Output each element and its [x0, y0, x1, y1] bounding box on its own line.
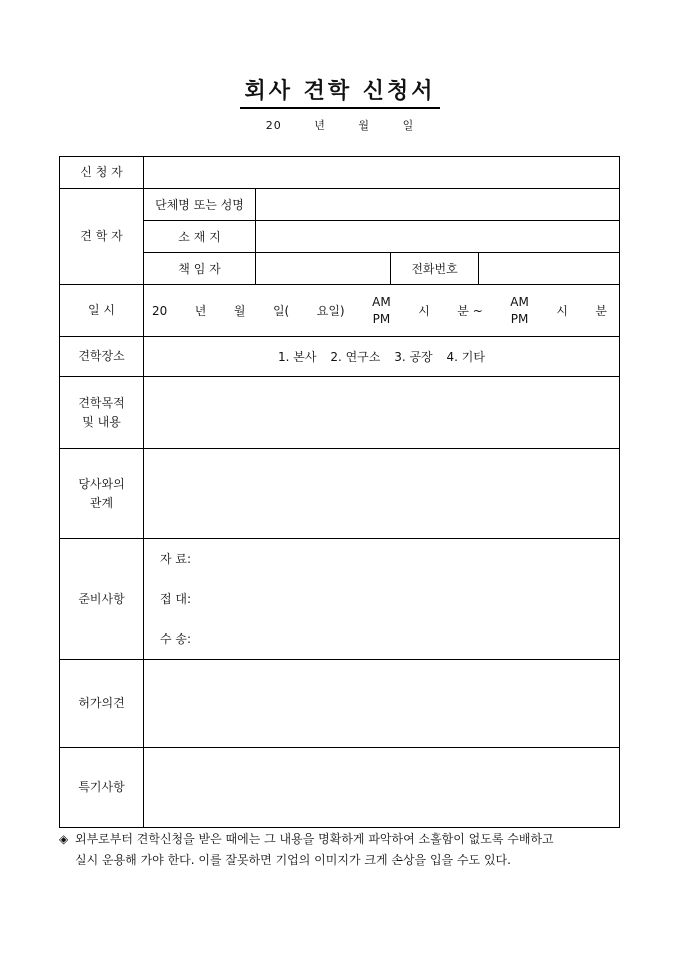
end-pm: PM — [510, 311, 529, 326]
prep-field[interactable] — [144, 539, 620, 660]
address-label: 소 재 지 — [144, 221, 256, 253]
place-row — [60, 337, 620, 377]
visitor-manager-row — [60, 253, 620, 285]
date-month-unit: 월 — [358, 119, 371, 132]
end-am: AM — [510, 294, 529, 309]
purpose-label-line2: 및 내용 — [82, 414, 121, 429]
visitor-label: 견 학 자 — [60, 189, 144, 285]
purpose-row — [60, 377, 620, 449]
approval-label: 허가의견 — [60, 660, 144, 748]
address-field[interactable] — [256, 221, 620, 253]
visitor-address-row — [60, 221, 620, 253]
manager-field[interactable] — [256, 253, 391, 285]
start-ampm — [372, 294, 391, 328]
document-title-wrap — [0, 74, 680, 109]
end-hour-unit: 시 — [556, 304, 568, 318]
remarks-row — [60, 748, 620, 828]
group-name-field[interactable] — [256, 189, 620, 221]
visitor-group-row — [60, 189, 620, 221]
place-option-factory[interactable]: 3. 공장 — [394, 350, 433, 364]
place-label: 견학장소 — [60, 337, 144, 377]
datetime-field[interactable] — [144, 285, 620, 337]
group-name-label: 단체명 또는 성명 — [144, 189, 256, 221]
start-minute-unit: 분 ~ — [457, 304, 483, 318]
datetime-label: 일 시 — [60, 285, 144, 337]
purpose-label — [60, 377, 144, 449]
prep-row — [60, 539, 620, 660]
datetime-month-unit: 월 — [233, 304, 246, 318]
relation-label-line2: 관계 — [89, 495, 114, 510]
applicant-label: 신 청 자 — [60, 157, 144, 189]
relation-label-line1: 당사와의 — [78, 476, 125, 491]
phone-field[interactable] — [479, 253, 620, 285]
end-ampm — [510, 294, 529, 328]
applicant-row — [60, 157, 620, 189]
end-minute-unit: 분 — [595, 304, 607, 318]
prep-transport: 수 송: — [160, 632, 192, 646]
diamond-bullet-icon: ◈ — [59, 832, 69, 846]
footnote — [59, 829, 624, 871]
remarks-field[interactable] — [144, 748, 620, 828]
relation-label — [60, 449, 144, 539]
remarks-label: 특기사항 — [60, 748, 144, 828]
applicant-field[interactable] — [144, 157, 620, 189]
datetime-row — [60, 285, 620, 337]
place-option-hq[interactable]: 1. 본사 — [278, 350, 317, 364]
place-option-lab[interactable]: 2. 연구소 — [330, 350, 381, 364]
prep-materials: 자 료: — [160, 552, 192, 566]
purpose-label-line1: 견학목적 — [78, 395, 125, 410]
start-hour-unit: 시 — [418, 304, 430, 318]
approval-row — [60, 660, 620, 748]
date-year-prefix: 20 — [265, 119, 282, 132]
footnote-line2: 실시 운용해 가야 한다. 이를 잘못하면 기업의 이미지가 크게 손상을 입을 수도 있다. — [75, 853, 511, 867]
datetime-day-open: 일( — [272, 304, 290, 318]
start-am: AM — [372, 294, 391, 309]
datetime-year: 20 — [152, 303, 168, 318]
date-year-unit: 년 — [314, 119, 326, 132]
prep-reception: 접 대: — [160, 592, 192, 606]
phone-label: 전화번호 — [391, 253, 479, 285]
datetime-year-unit: 년 — [194, 304, 207, 318]
place-options — [144, 337, 620, 377]
manager-label: 책 임 자 — [144, 253, 256, 285]
date-day-unit: 일 — [402, 119, 415, 132]
approval-field[interactable] — [144, 660, 620, 748]
relation-field[interactable] — [144, 449, 620, 539]
footnote-line1: 외부로부터 견학신청을 받은 때에는 그 내용을 명확하게 파악하여 소홀함이 없도록 수배하고 — [75, 832, 554, 846]
prep-label: 준비사항 — [60, 539, 144, 660]
relation-row — [60, 449, 620, 539]
purpose-field[interactable] — [144, 377, 620, 449]
start-pm: PM — [372, 311, 391, 326]
document-title: 회사 견학 신청서 — [240, 74, 439, 109]
place-option-other[interactable]: 4. 기타 — [446, 350, 485, 364]
application-form-table — [59, 156, 620, 828]
application-date — [0, 117, 680, 133]
datetime-weekday: 요일) — [316, 304, 345, 318]
